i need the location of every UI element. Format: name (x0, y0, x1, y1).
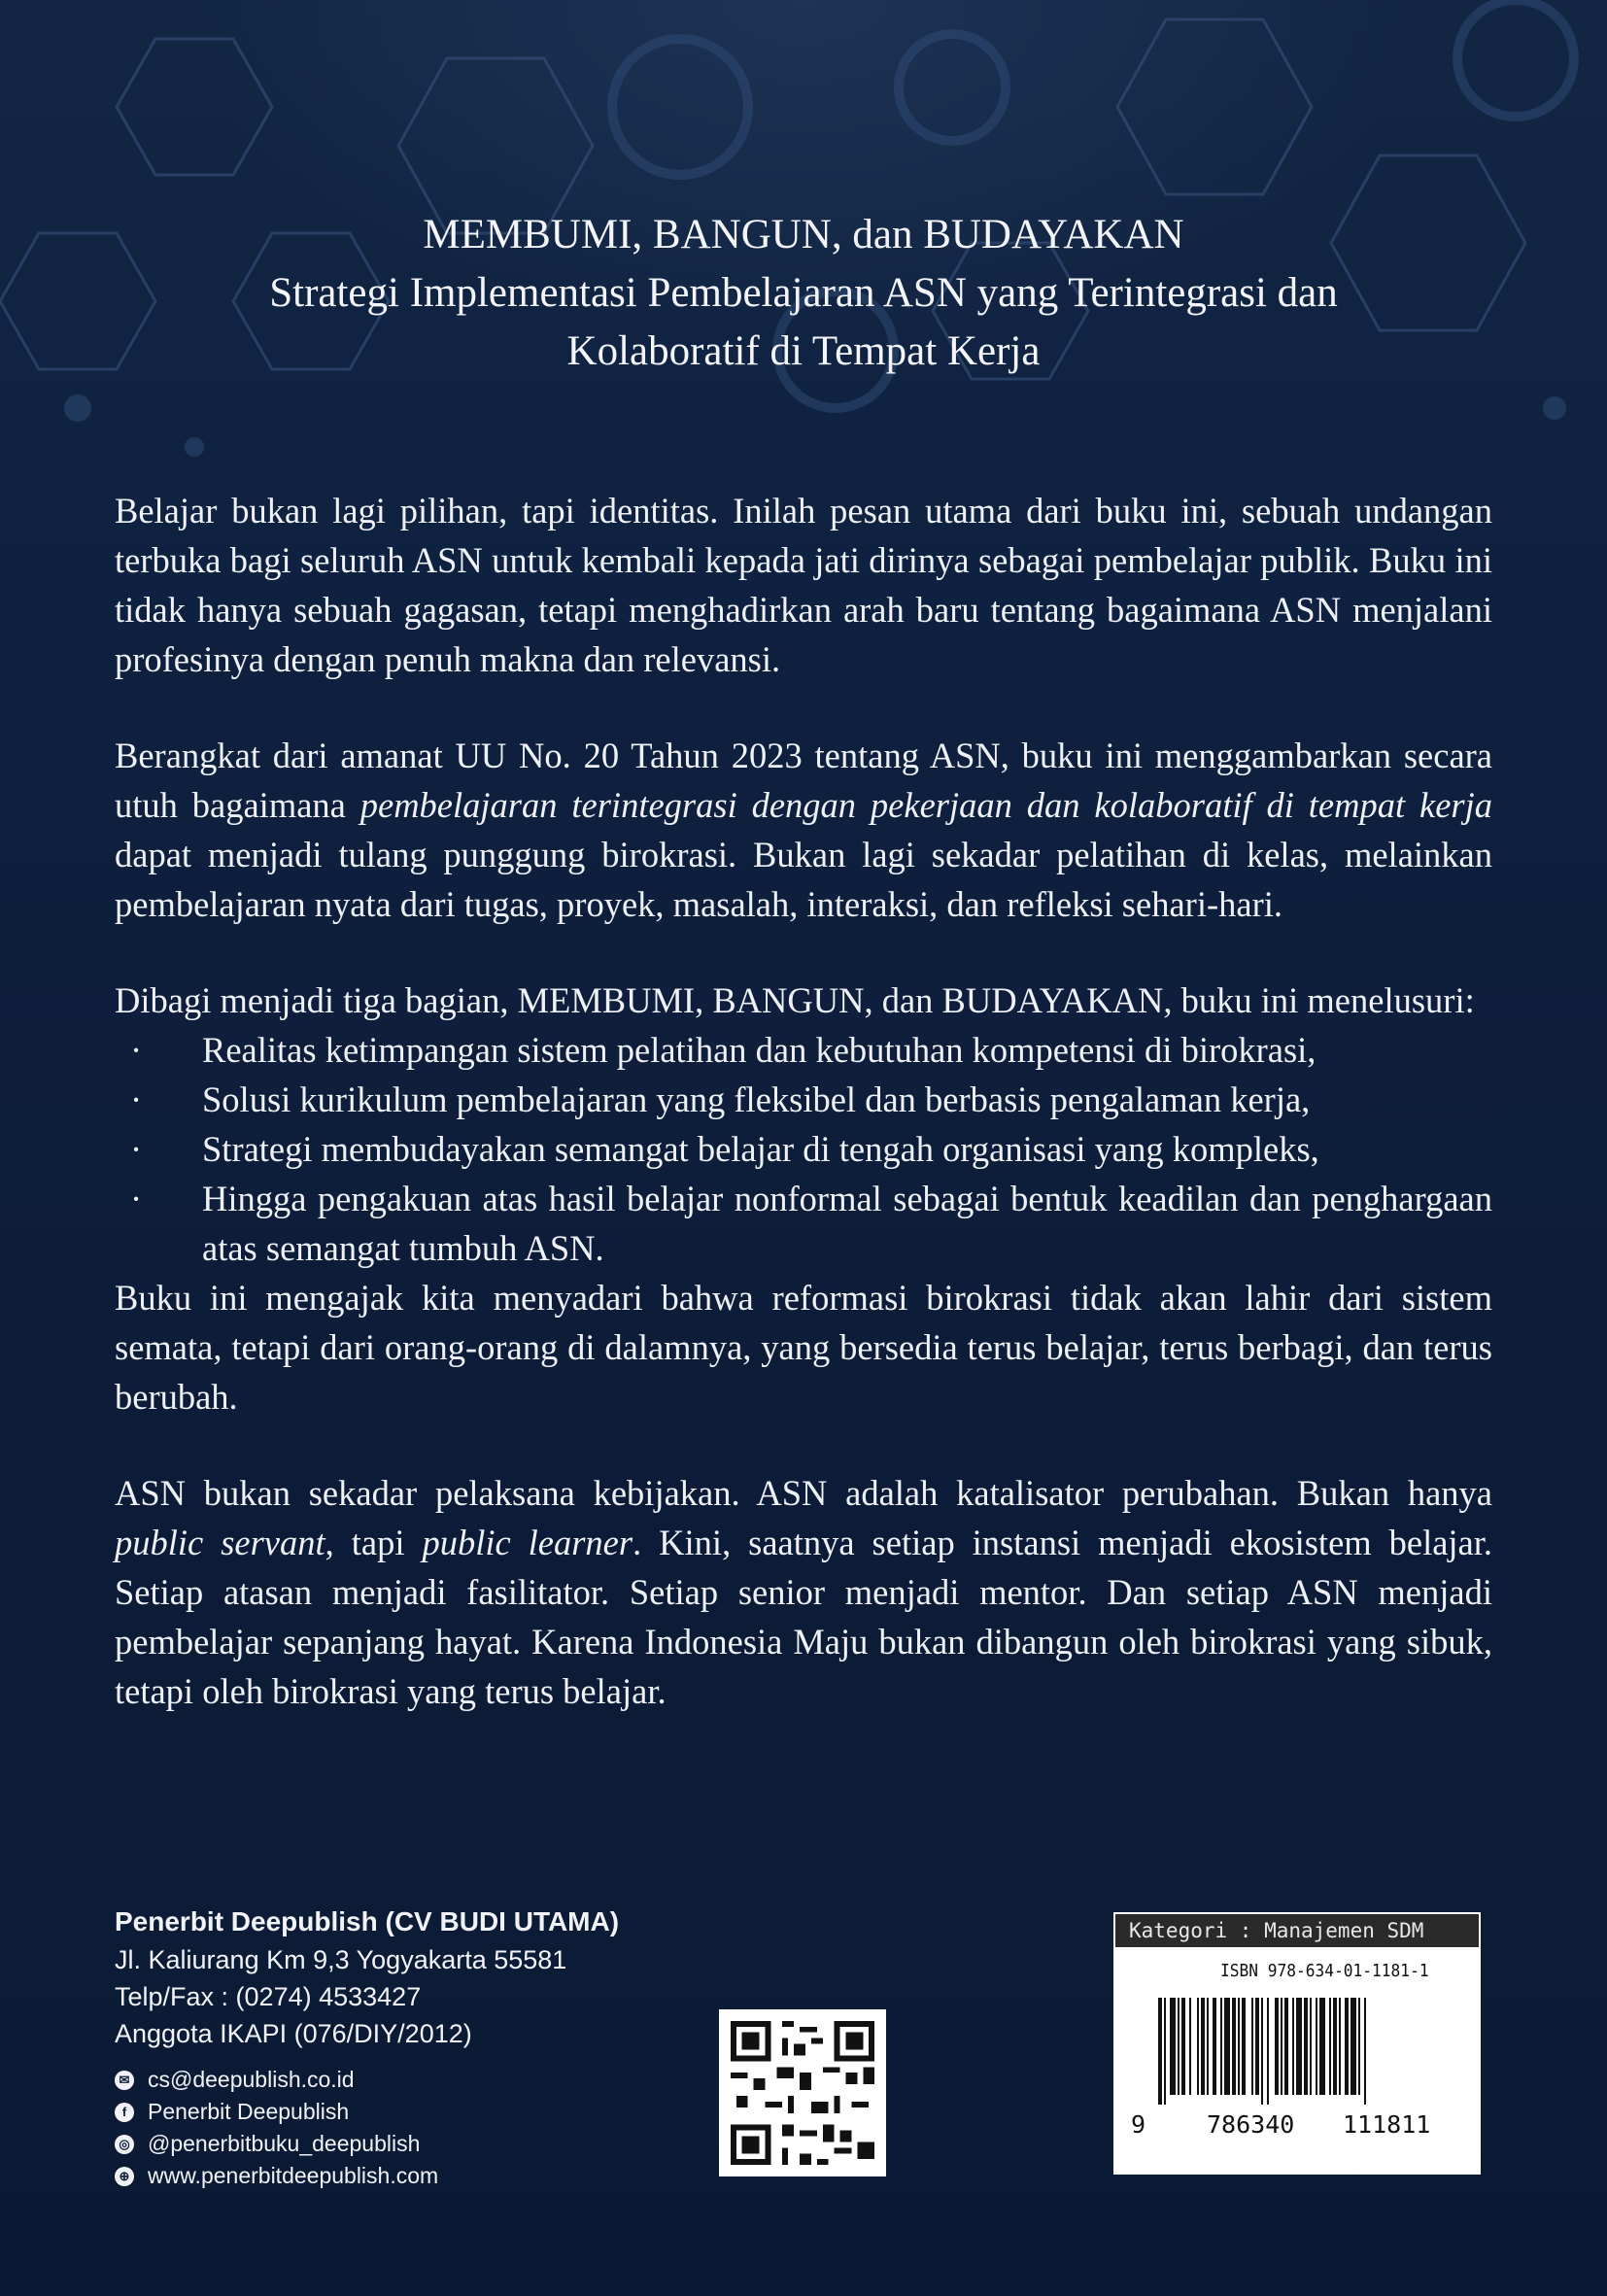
paragraph-5 (115, 1468, 1492, 1716)
title-line-1: MEMBUMI, BANGUN, dan BUDAYAKAN (423, 212, 1184, 257)
barcode-bar (1164, 1998, 1166, 2105)
list-item-text: Strategi membudayakan semangat belajar di tengah organisasi yang kompleks, (202, 1129, 1319, 1169)
paragraph-2-text-b: dapat menjadi tulang punggung birokrasi. Bukan lagi sekadar pelatihan di kelas, melainkan pembelajaran nyata dari tugas, proyek, masalah, interaksi, dan refleksi sehari-hari. (115, 835, 1492, 924)
contact-instagram[interactable] (115, 2128, 717, 2160)
category-label: Kategori : Manajemen SDM (1113, 1912, 1481, 1949)
barcode-digits-right: 111811 (1343, 2110, 1431, 2139)
paragraph-3: Dibagi menjadi tiga bagian, MEMBUMI, BANGUN, dan BUDAYAKAN, buku ini menelusuri: (115, 980, 1475, 1020)
barcode-bar (1261, 1998, 1263, 2105)
contact-website-text: www.penerbitdeepublish.com (148, 2163, 439, 2188)
barcode-bar (1158, 1998, 1162, 2105)
contact-email[interactable] (115, 2064, 717, 2096)
barcode-bar (1197, 1998, 1199, 2095)
paragraph-5-text-b: , tapi (325, 1523, 423, 1562)
paragraph-4: Buku ini mengajak kita menyadari bahwa reformasi birokrasi tidak akan lahir dari sistem semata, tetapi dari orang-orang di dalamnya, yang bersedia terus belajar, terus berbagi, dan terus berubah. (115, 1278, 1492, 1417)
barcode-bar (1333, 1998, 1337, 2095)
barcode-bar (1178, 1998, 1180, 2095)
barcode-bar (1304, 1998, 1308, 2095)
paragraph-2-emphasis: pembelajaran terintegrasi dengan pekerjaan dan kolaboratif di tempat kerja (359, 785, 1492, 825)
barcode-bar (1339, 1998, 1341, 2095)
email-icon: ✉ (115, 2071, 134, 2090)
list-item-text: Solusi kurikulum pembelajaran yang fleksibel dan berbasis pengalaman kerja, (202, 1079, 1311, 1119)
publisher-member: Anggota IKAPI (076/DIY/2012) (115, 2019, 472, 2048)
barcode-bar (1238, 1998, 1240, 2095)
barcode-bar (1189, 1998, 1191, 2095)
barcode-bar (1232, 1998, 1236, 2095)
bullet: · (130, 1030, 143, 1070)
paragraph-5-emphasis-1: public servant (115, 1523, 325, 1562)
barcode-bar (1310, 1998, 1312, 2095)
barcode-area (1113, 1949, 1481, 2175)
paragraph-5-text-c: . Kini, saatnya setiap instansi menjadi ekosistem belajar. Setiap atasan menjadi fasilitator. Setiap senior menjadi mentor. Dan setiap ASN menjadi pembelajar sepanjang hayat. Karena Indonesia Maju bukan dibangun oleh birokrasi yang sibuk, tetapi oleh birokrasi yang terus belajar. (115, 1523, 1493, 1711)
publisher-phone: Telp/Fax : (0274) 4533427 (115, 1982, 422, 2011)
barcode-bar (1224, 1998, 1230, 2095)
bullet: · (130, 1079, 143, 1119)
isbn-number: ISBN 978-634-01-1181-1 (1220, 1961, 1429, 1981)
topic-list (115, 1025, 1492, 1273)
facebook-icon: f (115, 2103, 134, 2122)
barcode-bar (1345, 1998, 1349, 2095)
barcode-bar (1292, 1998, 1294, 2095)
barcode-digits-left: 786340 (1207, 2110, 1295, 2139)
list-item-text: Hingga pengakuan atas hasil belajar nonformal sebagai bentuk keadilan dan penghargaan atas semangat tumbuh ASN. (202, 1179, 1492, 1268)
title-line-2: Strategi Implementasi Pembelajaran ASN yang Terintegrasi dan (269, 270, 1338, 316)
barcode-bar (1275, 1998, 1279, 2095)
paragraph-2-text-a: Berangkat dari amanat UU No. 20 Tahun 2023 tentang ASN, buku ini menggambarkan secara utuh bagaimana (115, 736, 1492, 825)
barcode-bar (1251, 1998, 1253, 2095)
instagram-icon: ◎ (115, 2135, 134, 2154)
barcode-bar (1242, 1998, 1246, 2095)
barcode-bar (1296, 1998, 1302, 2095)
contact-list (115, 2064, 717, 2192)
bullet: · (130, 1179, 143, 1218)
barcode-bar (1220, 1998, 1222, 2095)
qr-code (719, 2009, 886, 2176)
list-item (115, 1124, 1492, 1174)
barcode-bar (1319, 1998, 1325, 2095)
barcode-bar (1267, 1998, 1269, 2105)
barcode-bar (1351, 1998, 1356, 2095)
barcode-bar (1213, 1998, 1216, 2095)
barcode-bar (1358, 1998, 1360, 2095)
contact-facebook-text: Penerbit Deepublish (148, 2099, 350, 2124)
paragraph-5-text-a: ASN bukan sekadar pelaksana kebijakan. ASN adalah katalisator perubahan. Bukan hanya (115, 1473, 1492, 1513)
bullet: · (130, 1129, 143, 1169)
contact-email-text: cs@deepublish.co.id (148, 2067, 355, 2092)
paragraph-1: Belajar bukan lagi pilihan, tapi identitas. Inilah pesan utama dari buku ini, sebuah undangan terbuka bagi seluruh ASN untuk kembali kepada jati dirinya sebagai pembelajar publik. Buku ini tidak hanya sebuah gagasan, tetapi menghadirkan arah baru tentang bagaimana ASN menjalani profesinya dengan penuh makna dan relevansi. (115, 491, 1492, 679)
contact-facebook[interactable] (115, 2096, 717, 2128)
paragraph-2 (115, 731, 1492, 929)
publisher-name: Penerbit Deepublish (CV BUDI UTAMA) (115, 1906, 620, 1936)
contact-website[interactable] (115, 2160, 717, 2192)
contact-instagram-text: @penerbitbuku_deepublish (148, 2131, 421, 2156)
blurb (115, 486, 1492, 1716)
barcode-bar (1181, 1998, 1185, 2095)
publisher-info (115, 1902, 717, 2192)
barcode-bar (1255, 1998, 1259, 2095)
isbn-box (1113, 1912, 1481, 2175)
barcode-bar (1316, 1998, 1317, 2095)
title-line-3: Kolaboratif di Tempat Kerja (566, 328, 1041, 374)
book-title (97, 206, 1510, 381)
paragraph-5-emphasis-2: public learner (422, 1523, 633, 1562)
barcode-bar (1364, 1998, 1366, 2105)
list-item (115, 1174, 1492, 1273)
list-item (115, 1025, 1492, 1075)
barcode (1158, 1998, 1450, 2105)
barcode-bar (1207, 1998, 1209, 2095)
list-item (115, 1075, 1492, 1124)
barcode-bar (1284, 1998, 1288, 2095)
barcode-bar (1201, 1998, 1205, 2095)
barcode-bar (1170, 1998, 1176, 2095)
barcode-digit-first: 9 (1131, 2110, 1146, 2139)
globe-icon: ⊕ (115, 2167, 134, 2186)
barcode-bar (1329, 1998, 1331, 2095)
publisher-address: Jl. Kaliurang Km 9,3 Yogyakarta 55581 (115, 1945, 567, 1974)
barcode-bar (1281, 1998, 1282, 2095)
list-item-text: Realitas ketimpangan sistem pelatihan dan kebutuhan kompetensi di birokrasi, (202, 1030, 1316, 1070)
